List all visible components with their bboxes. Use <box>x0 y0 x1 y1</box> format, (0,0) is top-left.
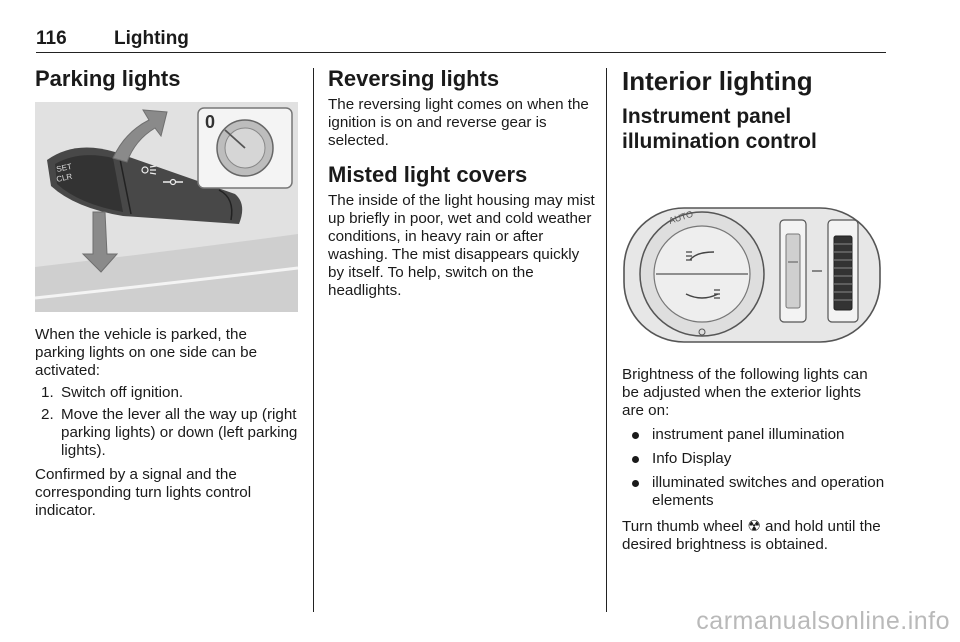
ignition-off-inset <box>198 108 292 188</box>
lever-clr-label: CLR <box>55 171 74 184</box>
column-parking-lights <box>35 66 298 520</box>
parking-lights-heading: Parking lights <box>35 66 181 91</box>
column-divider-2 <box>606 68 607 612</box>
misted-light-covers-heading: Misted light covers <box>328 162 528 187</box>
turn-signal-lever-figure <box>35 102 298 312</box>
brightness-items-list <box>622 426 887 510</box>
parking-step: 1. Switch off ignition. <box>41 384 184 401</box>
column-divider-1 <box>313 68 314 612</box>
ignition-off-label: 0 <box>205 112 216 132</box>
brightness-intro-text: Brightness of the following lights can be adjusted when the exterior lights are on: <box>622 366 868 419</box>
interior-lighting-heading: Interior lighting <box>622 66 813 96</box>
light-switch-figure <box>622 190 884 350</box>
lever-set-label: SET <box>55 161 73 174</box>
list-item: illuminated switches and operation elements <box>622 474 887 510</box>
parking-step: 2. Move the lever all the way up (right parking lights) or down (left parking lights). <box>41 406 298 459</box>
reversing-lights-text: The reversing light comes on when the ignition is on and reverse gear is selected. <box>328 96 589 149</box>
headlight-range-wheel <box>780 220 806 322</box>
auto-label: AUTO <box>667 208 695 226</box>
watermark: carmanualsonline.info <box>696 607 950 635</box>
brightness-thumb-wheel <box>828 220 858 322</box>
column-reversing-lights <box>328 66 596 300</box>
instrument-panel-heading: Instrument panel illumination control <box>622 105 817 153</box>
parking-intro-text: When the vehicle is parked, the parking lights on one side can be activated: <box>35 326 258 379</box>
chapter-title: Lighting <box>114 28 189 49</box>
page-header <box>36 26 886 53</box>
thumb-wheel-text: Turn thumb wheel ☢ and hold until the desired brightness is obtained. <box>622 518 881 553</box>
parking-steps <box>35 384 298 460</box>
page-number: 116 <box>36 28 67 49</box>
column-interior-lighting <box>622 66 887 554</box>
list-item: instrument panel illumination <box>622 426 887 444</box>
parking-outro-text: Confirmed by a signal and the corresponding turn lights control indicator. <box>35 466 252 519</box>
reversing-lights-heading: Reversing lights <box>328 66 500 91</box>
list-item: Info Display <box>622 450 887 468</box>
misted-light-covers-text: The inside of the light housing may mist up briefly in poor, wet and cold weather conditions, in heavy rain or after washing. The mist disappears quickly by itself. To help, switch on the headlights. <box>328 192 595 299</box>
